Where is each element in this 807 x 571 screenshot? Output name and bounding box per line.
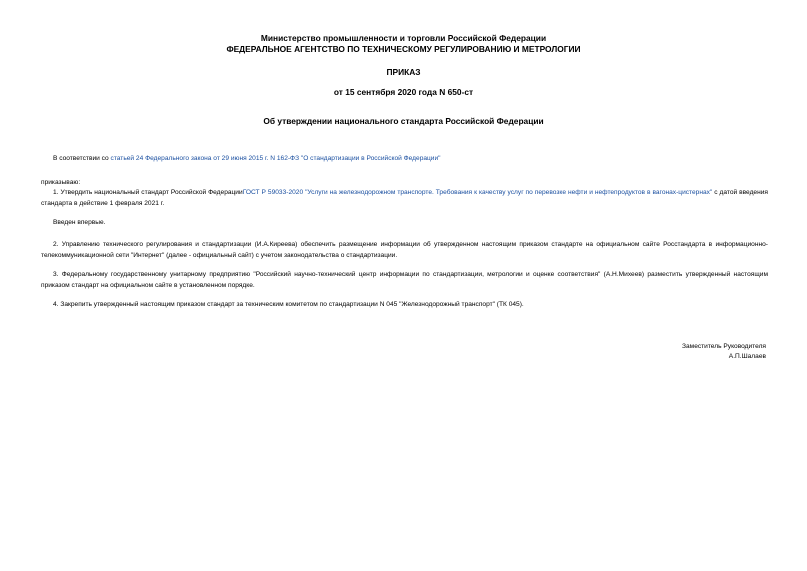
signer-name: А.П.Шалаев	[728, 353, 766, 360]
item-1	[41, 188, 768, 209]
signer-position: Заместитель Руководителя	[682, 343, 766, 350]
ministry-name: Министерство промышленности и торговли Российской Федерации	[260, 33, 547, 43]
item-1-prefix: 1. Утвердить национальный стандарт Российской Федерации	[53, 189, 243, 196]
item-4: 4. Закрепить утвержденный настоящим приказом стандарт за техническим комитетом по стандартизации N 045 "Железнодорожный транспорт" (ТК 045).	[53, 301, 524, 308]
order-word: приказываю:	[41, 179, 81, 186]
preamble-prefix: В соответствии со	[53, 155, 111, 162]
item-1-suffix: с датой введения стандарта в действие 1 февраля 2021 г.	[41, 189, 768, 207]
item-3: 3. Федеральному государственному унитарному предприятию "Российский научно-технический центр информации по стандартизации, метрологии и оценке соответствия" (А.Н.Михеев) разместить утвержденный настоящим приказом стандарт на официальном сайте в установленном порядке.	[41, 271, 768, 289]
law-link[interactable]: статьей 24 Федерального закона от 29 июня 2015 г. N 162-ФЗ "О стандартизации в Российской Федерации"	[110, 155, 441, 162]
introduced-note: Введен впервые.	[53, 219, 106, 226]
doc-type: ПРИКАЗ	[386, 67, 421, 77]
gost-link[interactable]: ГОСТ Р 59033-2020 "Услуги на железнодорожном транспорте. Требования к качеству услуг по перевозке нефти и нефтепродуктов в вагонах-цистернах"	[242, 189, 713, 196]
preamble	[41, 154, 768, 165]
item-2: 2. Управлению технического регулирования и стандартизации (И.А.Киреева) обеспечить размещение информации об утвержденном настоящим приказом стандарте на официальном сайте Росстандарта в информационно-телекоммуникационной сети "Интернет" (далее - официальный сайт) с учетом законодательства о стандартизации.	[41, 241, 768, 259]
doc-date-number: от 15 сентября 2020 года N 650-ст	[333, 87, 474, 97]
doc-title: Об утверждении национального стандарта Российской Федерации	[263, 116, 544, 126]
agency-name: ФЕДЕРАЛЬНОЕ АГЕНТСТВО ПО ТЕХНИЧЕСКОМУ РЕГУЛИРОВАНИЮ И МЕТРОЛОГИИ	[226, 44, 581, 54]
